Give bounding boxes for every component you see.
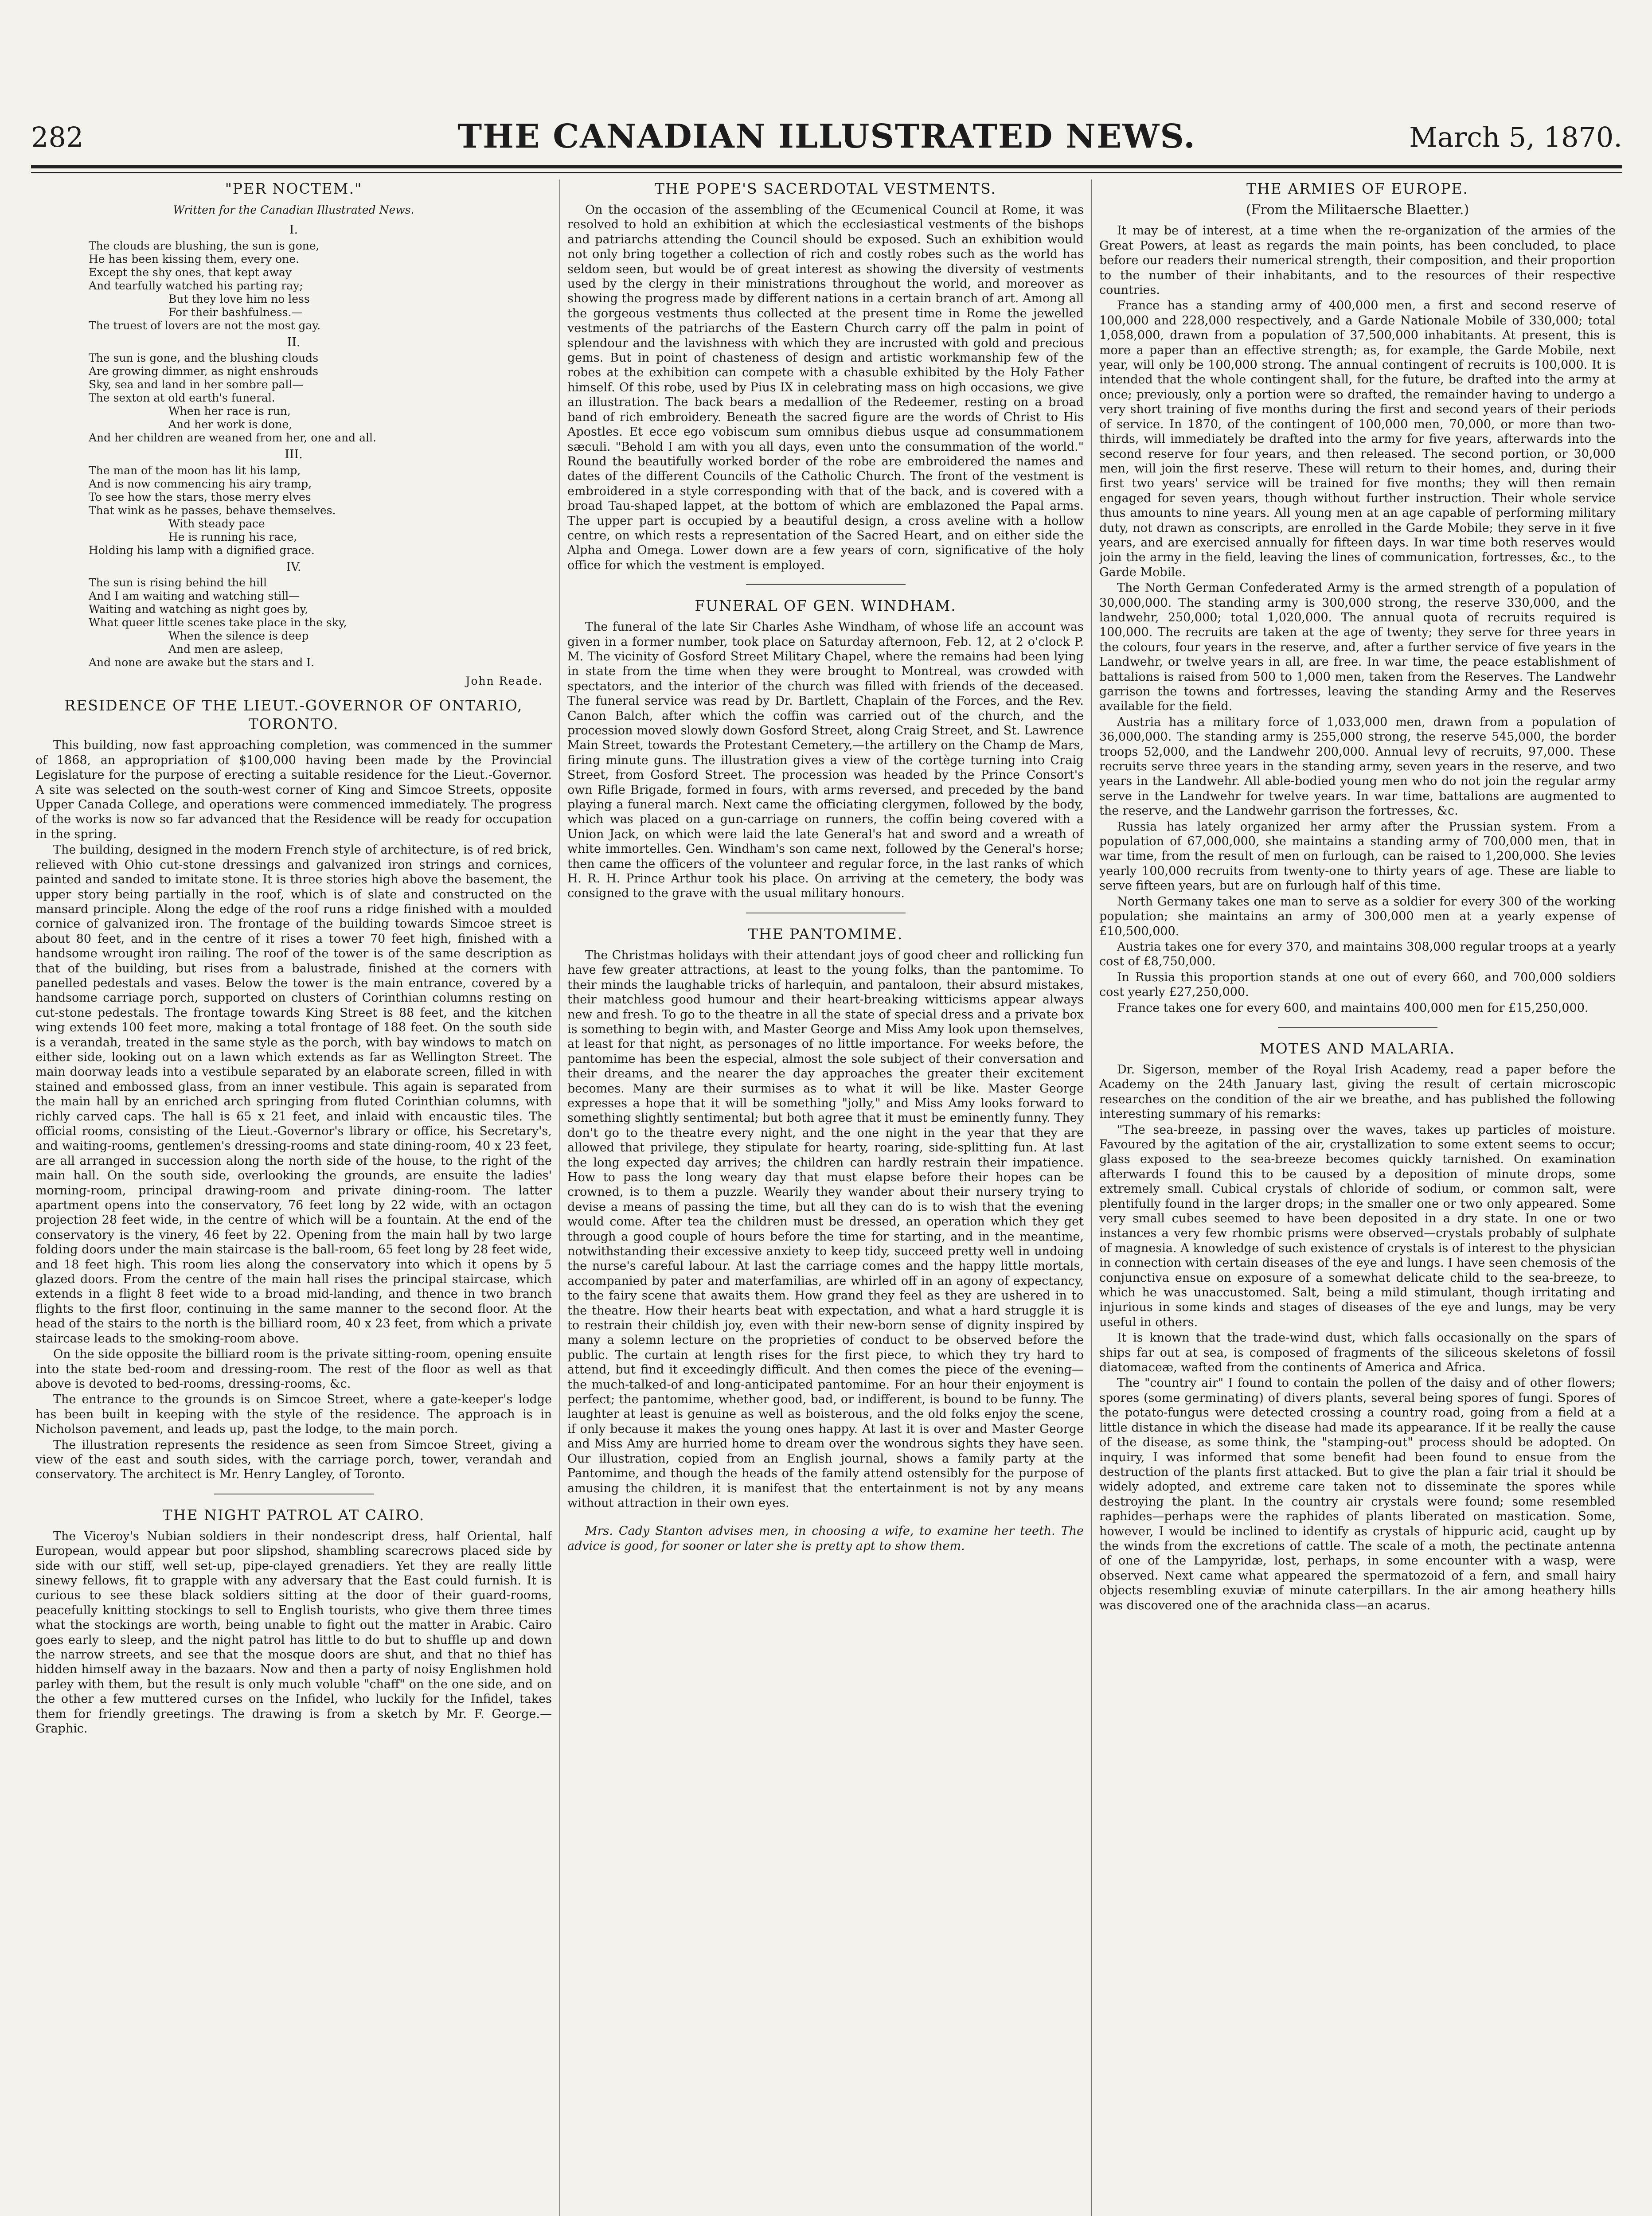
poem-line: And is now commencing his airy tramp,: [89, 477, 312, 490]
article-paragraph: Austria takes one for every 370, and maintains 308,000 regular troops at a yearly cost of £8,750,000.: [1099, 940, 1616, 969]
article-paragraph: Dr. Sigerson, member of the Royal Irish Academy, read a paper before the Academy on the 24th January last, giving the result of certain microscopic researches on the condition of the air we breathe, and has published the following interesting summary of his remarks:: [1099, 1062, 1616, 1121]
poem-line: And her work is done,: [168, 418, 293, 431]
poem-line: And men are asleep,: [168, 643, 284, 656]
article-paragraph: It is known that the trade-wind dust, which falls occasionally on the spars of ships far out at sea, is composed of fragments of the siliceous skeletons of fossil diatomaceæ, wafted from the continents of America and Africa.: [1099, 1331, 1616, 1375]
vestments-article: [567, 179, 1084, 573]
article-paragraph: Russia has lately organized her army after the Prussian system. From a population of 67,000,000, she maintains a standing army of 700,000 men, that in war time, from the result of men on furlough, can be raised to 1,200,000. She levies yearly 100,000 recruits from twenty-one to thirty years of age. These are liable to serve fifteen years, but are on furlough half of this time.: [1099, 819, 1616, 893]
column-divider: [559, 179, 560, 2216]
newspaper-title: THE CANADIAN ILLUSTRATED NEWS.: [457, 117, 1196, 156]
cairo-article: [35, 1506, 552, 1736]
funeral-article: [567, 597, 1084, 901]
article-paragraph: North Germany takes one man to serve as a soldier for every 300 of the working population; she maintains an army of 300,000 men at a yearly expense of £10,500,000.: [1099, 894, 1616, 938]
column-3: [1099, 179, 1616, 2216]
poem-line: With steady pace: [168, 517, 265, 530]
article-paragraph: The "country air" I found to contain the pollen of the daisy and of other flowers; spores (some germinating) of divers plants, several being spores of fungi. Spores of the potato-fungus were detected crossing a country road, going from a field at a little distance in which the disease had made its appearance. If it be really the cause of the disease, as some think, the "stamping-out" process should be adopted. On inquiry, I was informed that some benefit had been found to ensue from the destruction of the plants first attacked. But to give the plan a fair trial it should be widely adopted, and extreme care taken not to disseminate the spores while destroying the plant. In the country air crystals were found; some resembled raphides—perhaps were the raphides of plants liberated on mastication. Some, however, I would be inclined to identify as crystals of hippuric acid, caught up by the winds from the excretions of cattle. The scale of a moth, the pectinate antenna of one of the Lampyridæ, lost, perhaps, in some encounter with a wasp, were observed. Next came what appeared the spermatozoid of a fern, and small hairy objects resembling exuviæ of minute caterpillars. In the air among heathery hills was discovered one of the arachnida class—an acarus.: [1099, 1376, 1616, 1612]
poem-line: He has been kissing them, every one.: [89, 252, 299, 265]
closing-note: Mrs. Cady Stanton advises men, in choosing a wife, to examine her teeth. The advice is good, for sooner or later she is pretty apt to show them.: [567, 1524, 1084, 1553]
stanza-numeral: I.: [289, 223, 298, 237]
poem-line: Except the shy ones, that kept away: [89, 265, 292, 279]
armies-article: [1099, 179, 1616, 1015]
poem-line: What queer little scenes take place in the sky,: [89, 616, 347, 629]
article-title: FUNERAL OF GEN. WINDHAM.: [695, 597, 957, 615]
article-paragraph: The Christmas holidays with their attendant joys of good cheer and rollicking fun have few greater attractions, at least to the young folks, than the pantomime. To their minds the laughable tricks of harlequin, and pantaloon, their absurd mistakes, their matchless good humour and their heart-breaking witticisms appear always new and fresh. To go to the theatre in all the state of special dress and a private box is something to begin with, and Master George and Miss Amy look upon themselves, at least for that night, as personages of no little importance. For weeks before, the pantomime has been the especial, almost the sole subject of their conversation and their dreams, and the nearer the day approaches the greater their excitement becomes. Many are their surmises as to what it will be like. Master George expresses a hope that it will be something "jolly," and Miss Amy looks forward to something slightly sentimental; but both agree that it must be eminently funny. They don't go to the theatre every night, and the one night in the year that they are allowed that privilege, they stipulate for hearty, roaring, side-splitting fun. At last the long expected day arrives; the children can hardly restrain their impatience. How to pass the long weary day that must elapse before their hopes can be crowned, is to them a puzzle. Wearily they wander about their nursery trying to devise a means of passing the time, but all they can do is to wish that the evening would come. After tea the children must be dressed, an operation which they get through a good couple of hours before the time for starting, and in the meantime, notwithstanding their excessive anxiety to keep tidy, succeed pretty well in undoing the nurse's careful labour. At last the carriage comes and the happy little mortals, accompanied by pater and materfamilias, are whirled off in an agony of expectancy, to the fairy scene that awaits them. How grand they feel as they are ushered in to the theatre. How their hearts beat with expectation, and what a hard struggle it is to restrain their childish joy, even with their new-born sense of dignity inspired by many a solemn lecture on the proprieties of conduct to be observed before the public. The curtain at length rises for the first piece, to which they try hard to attend, but find it exceedingly difficult. And then comes the piece of the evening—the much-talked-of and long-anticipated pantomime. For an hour their enjoyment is perfect; the pantomime, whether good, bad, or indifferent, is bound to be funny. The laughter at least is genuine as well as boisterous, and the old folks enjoy the scene, if only because it makes the young ones happy. At last it is over and Master George and Miss Amy are hurried home to dream over the wondrous sights they have seen. Our illustration, copied from an English journal, shows a family party at the Pantomime, and though the heads of the family attend ostensibly for the purpose of amusing the children, it is manifest that the entertainment is not by any means without attraction in their own eyes.: [567, 948, 1084, 1510]
poem-author: John Reade.: [465, 675, 543, 688]
poem-title: "PER NOCTEM.": [225, 180, 363, 197]
stanza-numeral: IV.: [286, 560, 301, 574]
article-source: (From the Militaersche Blaetter.): [1246, 202, 1469, 218]
article-title: MOTES AND MALARIA.: [1259, 1039, 1456, 1057]
page-number: 282: [31, 121, 84, 153]
poem-line: The clouds are blushing, the sun is gone,: [89, 239, 320, 252]
column-2: [567, 179, 1084, 2216]
stanza-numeral: II.: [287, 335, 301, 349]
poem-line: He is running his race,: [168, 530, 297, 543]
poem-line: And her children are weaned from her, one and all.: [89, 431, 376, 445]
poem-line: Are growing dimmer, as night enshrouds: [89, 365, 319, 378]
stanza-numeral: III.: [285, 448, 303, 462]
masthead-rule-thin: [31, 172, 1622, 173]
poem-article: [35, 179, 552, 688]
article-title: THE NIGHT PATROL AT CAIRO.: [162, 1506, 425, 1524]
article-title: THE POPE'S SACERDOTAL VESTMENTS.: [655, 180, 996, 197]
article-paragraph: The Viceroy's Nubian soldiers in their nondescript dress, half Oriental, half European, would appear but poor slipshod, shambling scarecrows placed side by side with our stiff, well set-up, pipe-clayed grenadiers. Yet they are really little sinewy fellows, fit to grapple with any adversary that the East could furnish. It is curious to see these black soldiers sitting at the door of their guard-rooms, peacefully knitting stockings to sell to English tourists, who give them three times what the stockings are worth, being unable to fight out the matter in Arabic. Cairo goes early to sleep, and the night patrol has little to do but to shuffle up and down the narrow streets, and see that the mosque doors are shut, and that no thief has hidden himself away in the bazaars. Now and then a party of noisy Englishmen hold parley with them, but the result is only much voluble "chaff" on the one side, and on the other a few muttered curses on the Infidel, who luckily for the Infidel, takes them for friendly greetings. The drawing is from a sketch by Mr. F. George.—Graphic.: [35, 1529, 552, 1736]
article-paragraph: This building, now fast approaching completion, was commenced in the summer of 1868, an appropriation of $100,000 having been made by the Provincial Legislature for the purpose of erecting a suitable residence for the Lieut.-Governor. A site was selected on the south-west corner of King and Simcoe Streets, opposite Upper Canada College, and operations were commenced immediately. The progress of the works is now so far advanced that the Residence will be ready for occupation in the spring.: [35, 738, 552, 841]
poem-line: For their bashfulness.—: [168, 305, 303, 319]
poem-line: When the silence is deep: [168, 629, 309, 643]
poem-line: And I am waiting and watching still—: [89, 589, 300, 603]
poem-line: The sexton at old earth's funeral.: [89, 391, 275, 405]
poem-line: That wink as he passes, behave themselves.: [89, 503, 336, 517]
poem-line: The sun is gone, and the blushing clouds: [89, 351, 319, 365]
poem-line: When her race is run,: [168, 405, 291, 418]
residence-article: [35, 696, 552, 1482]
article-paragraph: The illustration represents the residence as seen from Simcoe Street, giving a view of the east and south sides, with the carriage porch, tower, verandah and conservatory. The architect is Mr. Henry Langley, of Toronto.: [35, 1438, 552, 1482]
poem-line: Waiting and watching as night goes by,: [89, 603, 309, 616]
poem-line: But they love him no less: [168, 292, 310, 305]
article-paragraph: It may be of interest, at a time when the re-organization of the armies of the Great Powers, at least as regards the main points, has been concluded, to place before our readers their numerical strength, their composition, and their proportion to the number of their inhabitants, and to the resources of their respective countries.: [1099, 224, 1616, 297]
article-title: THE ARMIES OF EUROPE.: [1246, 180, 1469, 197]
poem-line: And tearfully watched his parting ray;: [89, 279, 303, 292]
motes-article: [1099, 1039, 1616, 1613]
section-divider: [746, 584, 906, 585]
poem-line: The man of the moon has lit his lamp,: [89, 464, 301, 477]
article-paragraph: France has a standing army of 400,000 men, a first and second reserve of 100,000 and 228,000 respectively, and a Garde Nationale Mobile of 330,000; total 1,058,000, drawn from a population of 37,500,000 inhabitants. At present, this is more a paper than an effective strength; as, for example, the Garde Mobile, next year, will only be 100,000 strong. The annual contingent of recruits is 100,000. It is intended that the whole contingent shall, for the future, be drafted into the army at once; previously, only a portion were so drafted, the remainder having to undergo a very short training of five months during the first and second years of their periods of service. In 1870, of the contingent of 100,000 men, 70,000, or more than two-thirds, will immediately be drafted into the army for five years, afterwards into the second reserve for four years, and then released. The second portion, or 30,000 men, will join the first reserve. These will return to their homes, and, during their first two years' service will be trained for five months; they will then remain engaged for seven years, though without further instruction. Their whole service thus amounts to nine years. All young men at an age capable of performing military duty, not drawn as conscripts, are enrolled in the Garde Mobile; they serve in it five years, and are exercised annually for fifteen days. In war time both reserves would join the army in the field, leaving the lines of communication, fortresses, &c., to the Garde Mobile.: [1099, 299, 1616, 579]
poem-subtitle: Written for the Canadian Illustrated News.: [173, 203, 414, 216]
poem-line: And none are awake but the stars and I.: [89, 656, 315, 669]
pantomime-article: [567, 925, 1084, 1553]
issue-date: March 5, 1870.: [1409, 121, 1622, 153]
article-paragraph: The entrance to the grounds is on Simcoe Street, where a gate-keeper's lodge has been built in keeping with the style of the residence. The approach is in Nicholson pavement, and leads up, past the lodge, to the main porch.: [35, 1393, 552, 1436]
section-divider: [1278, 1027, 1437, 1028]
article-title: THE PANTOMIME.: [748, 925, 903, 943]
article-paragraph: The North German Confederated Army is the armed strength of a population of 30,000,000. The standing army is 300,000 strong, the reserve 330,000, and the landwehr, 250,000; total 1,020,000. The annual quota of recruits required is 100,000. The recruits are taken at the age of twenty; they serve for three years in the colours, four years in the reserve, and, after a further service of five years in the Landwehr, or twelve years in all, are free. In war time, the peace establishment of battalions is raised from 500 to 1,000 men, taken from the Reserves. The Landwehr garrison the towns and fortresses, leaving the standing Army and the Reserves available for the field.: [1099, 581, 1616, 714]
article-title: RESIDENCE OF THE LIEUT.-GOVERNOR OF ONTARIO, TORONTO.: [64, 697, 523, 733]
article-paragraph: The building, designed in the modern French style of architecture, is of red brick, relieved with Ohio cut-stone dressings and galvanized iron strings and cornices, painted and sanded to imitate stone. It is three stories high above the basement, the upper story being partially in the roof, which is of slate and constructed on the mansard principle. Along the edge of the roof runs a ridge finished with a moulded cornice of galvanized iron. The frontage of the building towards Simcoe street is about 80 feet, and in the centre of it rises a tower 70 feet high, finished with a handsome wrought iron railing. The roof of the tower is of the same description as that of the building, but rises from a balustrade, finished at the corners with panelled pedestals and vases. Below the tower is the main entrance, covered by a handsome carriage porch, supported on clusters of Corinthian columns resting on cut-stone pedestals. The frontage towards King Street is 88 feet, and the kitchen wing extends 100 feet more, making a total frontage of 188 feet. On the south side is a verandah, treated in the same style as the porch, with bay windows to match on either side, looking out on a lawn which extends as far as Wellington Street. The main doorway leads into a vestibule separated by an elaborate screen, filled in with stained and embossed glass, from an inner vestibule. This again is separated from the main hall by an enriched arch springing from fluted Corinthian columns, with richly carved caps. The hall is 65 x 21 feet, and inlaid with encaustic tiles. The official rooms, consisting of the Lieut.-Governor's library or office, his Secretary's, and waiting-rooms, gentlemen's dressing-rooms and state dining-room, 40 x 23 feet, are all arranged in succession along the north side of the house, to the right of the main hall. On the south side, overlooking the grounds, are ensuite the ladies' morning-room, principal drawing-room and private dining-room. The latter apartment opens into the conservatory, 76 feet long by 22 wide, with an octagon projection 28 feet wide, in the centre of which will be a fountain. At the end of the conservatory is the vinery, 46 feet by 22. Opening from the main hall by two large folding doors under the main staircase is the ball-room, 65 feet long by 28 feet wide, and 18 feet high. This room lies along the conservatory into which it opens by 5 glazed doors. From the centre of the main hall rises the principal staircase, which extends in a flight 8 feet wide to a broad mid-landing, and thence in two branch flights to the first floor, continuing in the same manner to the second floor. At the head of the stairs to the north is the billiard room, 40 x 23 feet, from which a private staircase leads to the smoking-room above.: [35, 843, 552, 1346]
poem-line: To see how the stars, those merry elves: [89, 490, 311, 503]
masthead: [31, 113, 1622, 162]
article-paragraph: On the occasion of the assembling of the Œcumenical Council at Rome, it was resolved to hold an exhibition at which the ecclesiastical vestments of the bishops and patriarchs attending the Council should be exposed. Such an exhibition would not only bring together a collection of rich and costly robes such as the world has seldom seen, but would be of great interest as showing the diversity of vestments used by the clergy in their ministrations throughout the world, and moreover as showing the progress made by different nations in a certain branch of art. Among all the gorgeous vestments thus collected at the present time in Rome the jewelled vestments of the patriarchs of the Eastern Church carry off the palm in point of splendour and the lavishness with which they are incrusted with gold and precious gems. But in point of chasteness of design and artistic workmanship few of the robes at the exhibition can compete with a chasuble exhibited by the Holy Father himself. Of this robe, used by Pius IX in celebrating mass on high occasions, we give an illustration. The back bears a medallion of the Redeemer, resting on a broad band of rich embroidery. Beneath the sacred figure are the words of Christ to His Apostles. Et ecce ego vobiscum sum omnibus diebus usque ad consummationem sæculi. "Behold I am with you all days, even unto the consummation of the world." Round the beautifully worked border of the robe are embroidered the names and dates of the different Councils of the Catholic Church. The front of the vestment is embroidered in a style corresponding with that of the back, and is covered with a broad Tau-shaped lappet, at the bottom of which are emblazoned the Papal arms. The upper part is occupied by a beautiful design, a cross aveline with a hollow centre, on which rests a representation of the Sacred Heart, and on either side the Alpha and Omega. Lower down are a few years of corn, significative of the holy office for which the vestment is employed.: [567, 203, 1084, 572]
article-paragraph: In Russia this proportion stands at one out of every 660, and 700,000 soldiers cost yearly £27,250,000.: [1099, 970, 1616, 999]
column-1: [35, 179, 552, 2216]
article-paragraph: The funeral of the late Sir Charles Ashe Windham, of whose life an account was given in a former number, took place on Saturday afternoon, Feb. 12, at 2 o'clock P. M. The vicinity of Gosford Street Military Chapel, where the remains had been lying in state from the time when they were brought to Montreal, was crowded with spectators, and the interior of the church was filled with friends of the deceased. The funeral service was read by Dr. Bartlett, Chaplain of the Forces, and the Rev. Canon Balch, after which the coffin was carried out of the church, and the procession moved slowly down Gosford Street, along Craig Street, and St. Lawrence Main Street, towards the Protestant Cemetery,—the artillery on the Champ de Mars, firing minute guns. The illustration gives a view of the cortège turning into Craig Street, from Gosford Street. The procession was headed by the Prince Consort's own Rifle Brigade, formed in fours, with arms reversed, and preceded by the band playing a funeral march. Next came the officiating clergymen, followed by the body, which was placed on a gun-carriage on runners, the coffin being covered with a Union Jack, on which were laid the late General's hat and sword and a wreath of white immortelles. Gen. Windham's son came next, followed by the General's horse; then came the officers of the volunteer and regular force, in the last ranks of which H. R. H. Prince Arthur took his place. On arriving at the cemetery, the body was consigned to the grave with the usual military honours.: [567, 620, 1084, 901]
poem-line: Sky, sea and land in her sombre pall—: [89, 378, 304, 391]
poem-line: Holding his lamp with a dignified grace.: [89, 543, 315, 557]
column-divider: [1091, 179, 1092, 2216]
poem-line: The truest of lovers are not the most gay.: [89, 319, 321, 332]
article-paragraph: "The sea-breeze, in passing over the waves, takes up particles of moisture. Favoured by the agitation of the air, crystallization to some extent seems to occur; glass exposed to the sea-breeze becomes quickly tarnished. On examination afterwards I found this to be caused by a deposition of minute drops, some extremely small. Cubical crystals of chloride of sodium, or common salt, were plentifully found in the larger drops; in the smaller one or two only appeared. Some very small cubes seemed to have been deposited in a dry state. In one or two instances a very few rhombic prisms were observed—crystals probably of sulphate of magnesia. A knowledge of such existence of crystals is of interest to the physician in connection with certain diseases of the eye and lungs. I have seen chemosis of the conjunctiva ensue on exposure of a somewhat delicate child to the sea-breeze, to which he was unaccustomed. Salt, being a mild stimulant, though irritating and injurious in some kinds and stages of diseases of the eye and lungs, may be very useful in others.: [1099, 1123, 1616, 1329]
article-paragraph: On the side opposite the billiard room is the private sitting-room, opening ensuite into the state bed-room and dressing-room. The rest of the floor as well as that above is devoted to bed-rooms, dressing-rooms, &c.: [35, 1347, 552, 1391]
article-paragraph: France takes one for every 600, and maintains 400,000 men for £15,250,000.: [1117, 1001, 1589, 1015]
masthead-rule: [31, 165, 1622, 168]
article-paragraph: Austria has a military force of 1,033,000 men, drawn from a population of 36,000,000. The standing army is 255,000 strong, the reserve 545,000, the border troops 52,000, and the Landwehr 200,000. Annual levy of recruits, 97,000. These recruits serve three years in the standing army, seven years in the reserve, and two years in the Landwehr. All able-bodied young men who do not join the regular army serve in the Landwehr for twelve years. In war time, battalions are augmented to the reserve, and the Landwehr garrison the fortresses, &c.: [1099, 715, 1616, 818]
poem-line: The sun is rising behind the hill: [89, 576, 267, 589]
